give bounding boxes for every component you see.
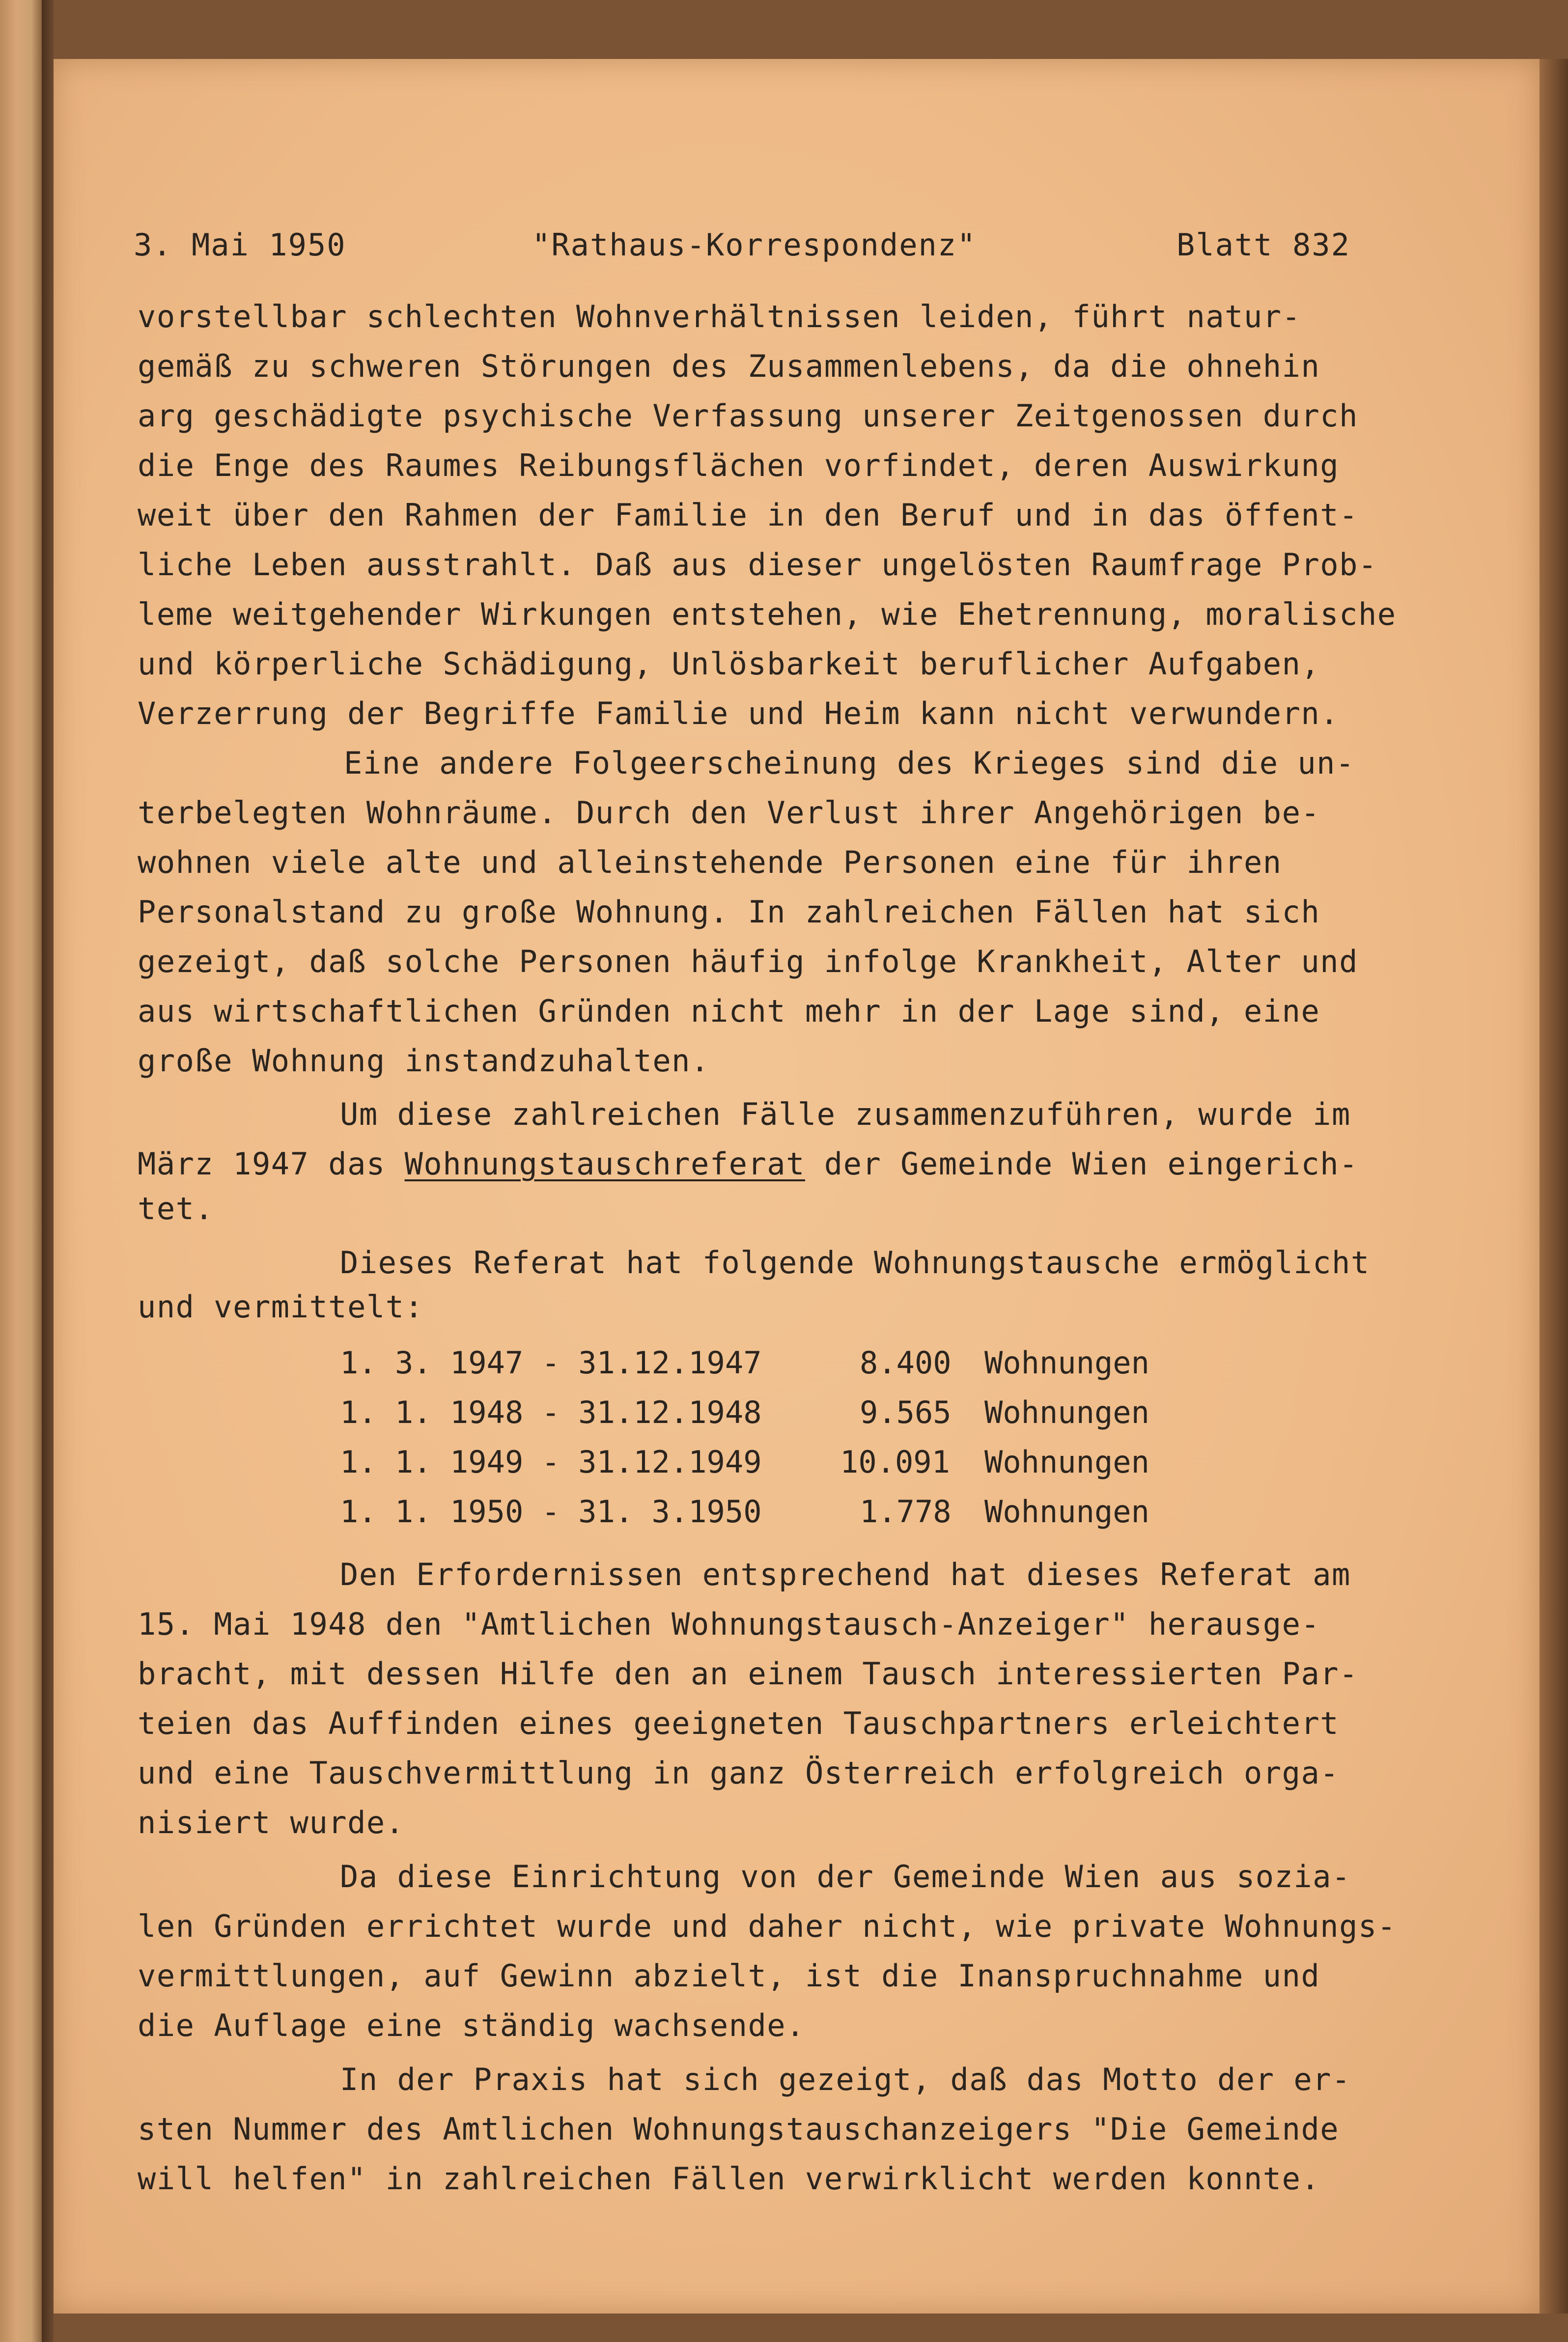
text-line: und körperliche Schädigung, Unlösbarkeit beruflicher Aufgaben, [138, 646, 1320, 682]
text-line: gezeigt, daß solche Personen häufig infolge Krankheit, Alter und [138, 944, 1358, 979]
text-line: aus wirtschaftlichen Gründen nicht mehr in der Lage sind, eine [138, 993, 1320, 1029]
text-fragment: März 1947 das [138, 1146, 405, 1182]
table-period: 1. 1. 1950 - 31. 3.1950 [340, 1494, 762, 1530]
text-line: Dieses Referat hat folgende Wohnungstausche ermöglicht [340, 1245, 1370, 1281]
text-line: wohnen viele alte und alleinstehende Personen eine für ihren [138, 844, 1282, 880]
text-line: tet. [138, 1191, 214, 1227]
text-line: große Wohnung instandzuhalten. [138, 1043, 710, 1079]
text-line: leme weitgehender Wirkungen entstehen, wie Ehetrennung, moralische [138, 596, 1397, 632]
text-line: und vermittelt: [138, 1289, 424, 1325]
text-line: gemäß zu schweren Störungen des Zusammenlebens, da die ohnehin [138, 348, 1320, 384]
text-line: Eine andere Folgeerscheinung des Krieges sind die un- [344, 745, 1355, 781]
table-period: 1. 1. 1949 - 31.12.1949 [340, 1444, 762, 1480]
text-line: bracht, mit dessen Hilfe den an einem Tausch interessierten Par- [138, 1656, 1358, 1692]
header-date: 3. Mai 1950 [134, 227, 346, 263]
table-count: 1.778 [860, 1494, 952, 1530]
text-line [138, 1146, 1358, 1182]
text-line: Verzerrung der Begriffe Familie und Heim kann nicht verwundern. [138, 696, 1340, 731]
text-line: liche Leben ausstrahlt. Daß aus dieser ungelösten Raumfrage Prob- [138, 547, 1377, 583]
table-count: 10.091 [840, 1444, 950, 1480]
table-count: 9.565 [860, 1394, 952, 1430]
text-line: und eine Tauschvermittlung in ganz Österreich erfolgreich orga- [138, 1755, 1340, 1791]
text-line: arg geschädigte psychische Verfassung unserer Zeitgenossen durch [138, 398, 1358, 434]
underlined-term: Wohnungstauschreferat [404, 1146, 805, 1182]
text-line: die Auflage eine ständig wachsende. [138, 2007, 805, 2043]
header-source: "Rathaus-Korrespondenz" [532, 227, 977, 263]
table-unit: Wohnungen [984, 1444, 1149, 1480]
text-line: vorstellbar schlechten Wohnverhältnissen leiden, führt natur- [138, 299, 1301, 335]
body-text [138, 0, 1484, 2342]
text-line: Da diese Einrichtung von der Gemeinde Wien aus sozia- [340, 1859, 1351, 1895]
book-gutter [42, 0, 54, 2342]
text-line: In der Praxis hat sich gezeigt, daß das Motto der er- [340, 2062, 1351, 2097]
table-unit: Wohnungen [984, 1494, 1149, 1530]
table-unit: Wohnungen [984, 1345, 1149, 1381]
table-period: 1. 3. 1947 - 31.12.1947 [340, 1345, 762, 1381]
text-line: teien das Auffinden eines geeigneten Tauschpartners erleichtert [138, 1705, 1340, 1741]
previous-page-edge [0, 0, 42, 2342]
text-line: nisiert wurde. [138, 1805, 405, 1840]
text-line: 15. Mai 1948 den "Amtlichen Wohnungstausch-Anzeiger" herausge- [138, 1606, 1320, 1642]
text-line: Den Erfordernissen entsprechend hat dieses Referat am [340, 1557, 1351, 1592]
text-line: sten Nummer des Amtlichen Wohnungstauschanzeigers "Die Gemeinde [138, 2111, 1340, 2147]
text-line: terbelegten Wohnräume. Durch den Verlust ihrer Angehörigen be- [138, 795, 1320, 831]
text-line: Personalstand zu große Wohnung. In zahlreichen Fällen hat sich [138, 894, 1320, 930]
text-line: weit über den Rahmen der Familie in den Beruf und in das öffent- [138, 497, 1358, 533]
header-sheet-number: Blatt 832 [1176, 227, 1350, 263]
text-line: die Enge des Raumes Reibungsflächen vorfindet, deren Auswirkung [138, 447, 1340, 483]
text-line: Um diese zahlreichen Fälle zusammenzuführen, wurde im [340, 1096, 1351, 1132]
text-fragment: der Gemeinde Wien eingerich- [805, 1146, 1358, 1182]
text-line: will helfen" in zahlreichen Fällen verwirklicht werden konnte. [138, 2161, 1320, 2197]
page-edge-shadow [1540, 59, 1568, 2314]
table-count: 8.400 [860, 1345, 952, 1381]
text-line: len Gründen errichtet wurde und daher nicht, wie private Wohnungs- [138, 1908, 1397, 1944]
table-period: 1. 1. 1948 - 31.12.1948 [340, 1394, 762, 1430]
text-line: vermittlungen, auf Gewinn abzielt, ist die Inanspruchnahme und [138, 1958, 1320, 1994]
table-unit: Wohnungen [984, 1394, 1149, 1430]
